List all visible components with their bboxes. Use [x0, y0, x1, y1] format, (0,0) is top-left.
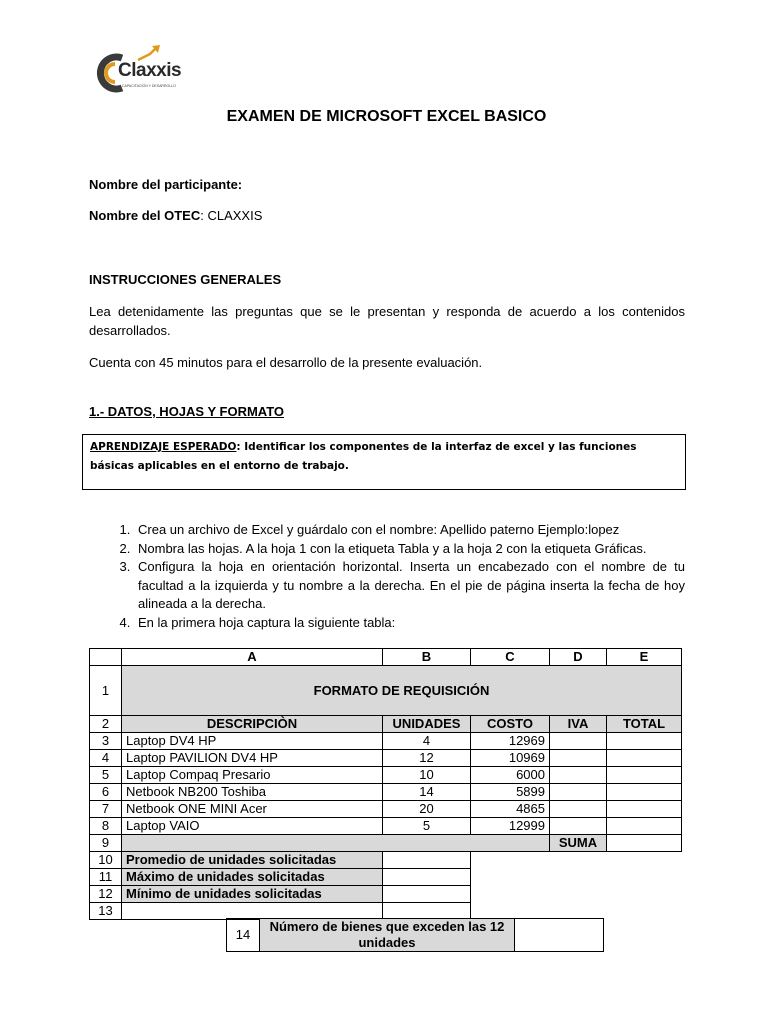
row-number: 12 — [90, 886, 122, 903]
cost-cell: 10969 — [471, 750, 550, 767]
units-cell: 4 — [383, 733, 471, 750]
total-cell — [607, 784, 682, 801]
learning-label: APRENDIZAJE ESPERADO — [90, 441, 237, 453]
empty-cell — [122, 903, 383, 920]
row-number: 9 — [90, 835, 122, 852]
total-cell — [607, 767, 682, 784]
logo-tagline: CAPACITACIÓN Y DESARROLLO — [122, 84, 176, 88]
row-number: 7 — [90, 801, 122, 818]
claxxis-logo — [88, 44, 188, 100]
total-cell — [607, 750, 682, 767]
list-item: 1. Crea un archivo de Excel y guárdalo con el nombre: Apellido paterno Ejemplo:lopez — [134, 521, 685, 540]
exceed-count-cell — [515, 919, 604, 952]
table-row — [90, 869, 682, 886]
total-cell — [607, 818, 682, 835]
row-number: 10 — [90, 852, 122, 869]
row-number: 5 — [90, 767, 122, 784]
units-cell: 14 — [383, 784, 471, 801]
table-row — [90, 767, 682, 784]
row-number: 4 — [90, 750, 122, 767]
header-total: TOTAL — [607, 716, 682, 733]
table-row — [90, 903, 682, 920]
iva-cell — [550, 801, 607, 818]
exceed-count-label: Número de bienes que exceden las 12 unidades — [260, 919, 515, 952]
task-list — [89, 521, 685, 632]
description-cell: Laptop Compaq Presario — [122, 767, 383, 784]
table-row — [90, 733, 682, 750]
list-item: 3. Configura la hoja en orientación horizontal. Inserta un encabezado con el nombre de tu facultad a la izquierda y tu nombre a la derecha. En el pie de página inserta la fecha de hoy alineada a la derecha. — [134, 558, 685, 614]
sum-label: SUMA — [550, 835, 607, 852]
cost-cell: 4865 — [471, 801, 550, 818]
sum-cell — [607, 835, 682, 852]
description-cell: Netbook ONE MINI Acer — [122, 801, 383, 818]
learning-description: : Identificar los componentes de la interfaz de excel y las funciones básicas aplicables en el entorno de trabajo. — [90, 441, 637, 472]
table-row — [90, 818, 682, 835]
otec-label: Nombre del OTEC — [89, 208, 201, 223]
empty-area — [471, 852, 682, 869]
table-row — [90, 666, 682, 716]
row-number: 8 — [90, 818, 122, 835]
instructions-paragraph-2: Cuenta con 45 minutos para el desarrollo de la presente evaluación. — [89, 355, 483, 370]
iva-cell — [550, 784, 607, 801]
max-label: Máximo de unidades solicitadas — [122, 869, 383, 886]
cost-cell: 12999 — [471, 818, 550, 835]
units-cell: 20 — [383, 801, 471, 818]
row-number: 3 — [90, 733, 122, 750]
cost-cell: 12969 — [471, 733, 550, 750]
description-cell: Laptop PAVILION DV4 HP — [122, 750, 383, 767]
description-cell: Laptop DV4 HP — [122, 733, 383, 750]
empty-area — [471, 869, 682, 886]
min-cell — [383, 886, 471, 903]
learning-outcome-text — [90, 438, 678, 476]
iva-cell — [550, 733, 607, 750]
column-header-row — [90, 649, 682, 666]
units-cell: 5 — [383, 818, 471, 835]
row-number: 14 — [227, 919, 260, 952]
page-title: EXAMEN DE MICROSOFT EXCEL BASICO — [226, 108, 547, 125]
otec-line — [89, 208, 262, 223]
table-title: FORMATO DE REQUISICIÓN — [122, 666, 682, 716]
column-header: E — [607, 649, 682, 666]
row-number: 1 — [90, 666, 122, 716]
instructions-paragraph-1: Lea detenidamente las preguntas que se le presentan y responda de acuerdo a los contenidos desarrollados. — [89, 304, 685, 338]
learning-outcome-box — [82, 434, 686, 490]
header-iva: IVA — [550, 716, 607, 733]
description-cell: Laptop VAIO — [122, 818, 383, 835]
header-description: DESCRIPCIÒN — [122, 716, 383, 733]
description-cell: Netbook NB200 Toshiba — [122, 784, 383, 801]
requisition-table — [89, 648, 682, 920]
table-row — [90, 784, 682, 801]
table-row — [227, 919, 604, 952]
row-number: 11 — [90, 869, 122, 886]
table-row — [90, 852, 682, 869]
total-cell — [607, 733, 682, 750]
list-item: 4. En la primera hoja captura la siguiente tabla: — [134, 614, 685, 633]
row-number: 2 — [90, 716, 122, 733]
participant-label: Nombre del participante: — [89, 177, 243, 192]
table-row — [90, 716, 682, 733]
table-row — [90, 886, 682, 903]
min-label: Mínimo de unidades solicitadas — [122, 886, 383, 903]
column-header: A — [122, 649, 383, 666]
table-row — [90, 750, 682, 767]
list-item: 2. Nombra las hojas. A la hoja 1 con la etiqueta Tabla y a la hoja 2 con la etiqueta Gráficas. — [134, 540, 685, 559]
average-cell — [383, 852, 471, 869]
cost-cell: 6000 — [471, 767, 550, 784]
sum-spacer — [122, 835, 550, 852]
units-cell: 10 — [383, 767, 471, 784]
table-row — [90, 801, 682, 818]
column-header: B — [383, 649, 471, 666]
empty-area — [471, 886, 682, 903]
total-cell — [607, 801, 682, 818]
corner-cell — [90, 649, 122, 666]
instructions-heading: INSTRUCCIONES GENERALES — [89, 272, 282, 287]
empty-cell — [383, 903, 471, 920]
row-number: 6 — [90, 784, 122, 801]
otec-value: : CLAXXIS — [200, 208, 263, 223]
logo-text: Claxxis — [118, 60, 182, 81]
average-label: Promedio de unidades solicitadas — [122, 852, 383, 869]
table-row — [90, 835, 682, 852]
header-cost: COSTO — [471, 716, 550, 733]
column-header: D — [550, 649, 607, 666]
row-number: 13 — [90, 903, 122, 920]
empty-area — [471, 903, 682, 920]
max-cell — [383, 869, 471, 886]
exceed-count-table — [226, 918, 604, 952]
cost-cell: 5899 — [471, 784, 550, 801]
header-units: UNIDADES — [383, 716, 471, 733]
section-title: 1.- DATOS, HOJAS Y FORMATO — [89, 404, 285, 419]
iva-cell — [550, 818, 607, 835]
iva-cell — [550, 750, 607, 767]
units-cell: 12 — [383, 750, 471, 767]
iva-cell — [550, 767, 607, 784]
column-header: C — [471, 649, 550, 666]
